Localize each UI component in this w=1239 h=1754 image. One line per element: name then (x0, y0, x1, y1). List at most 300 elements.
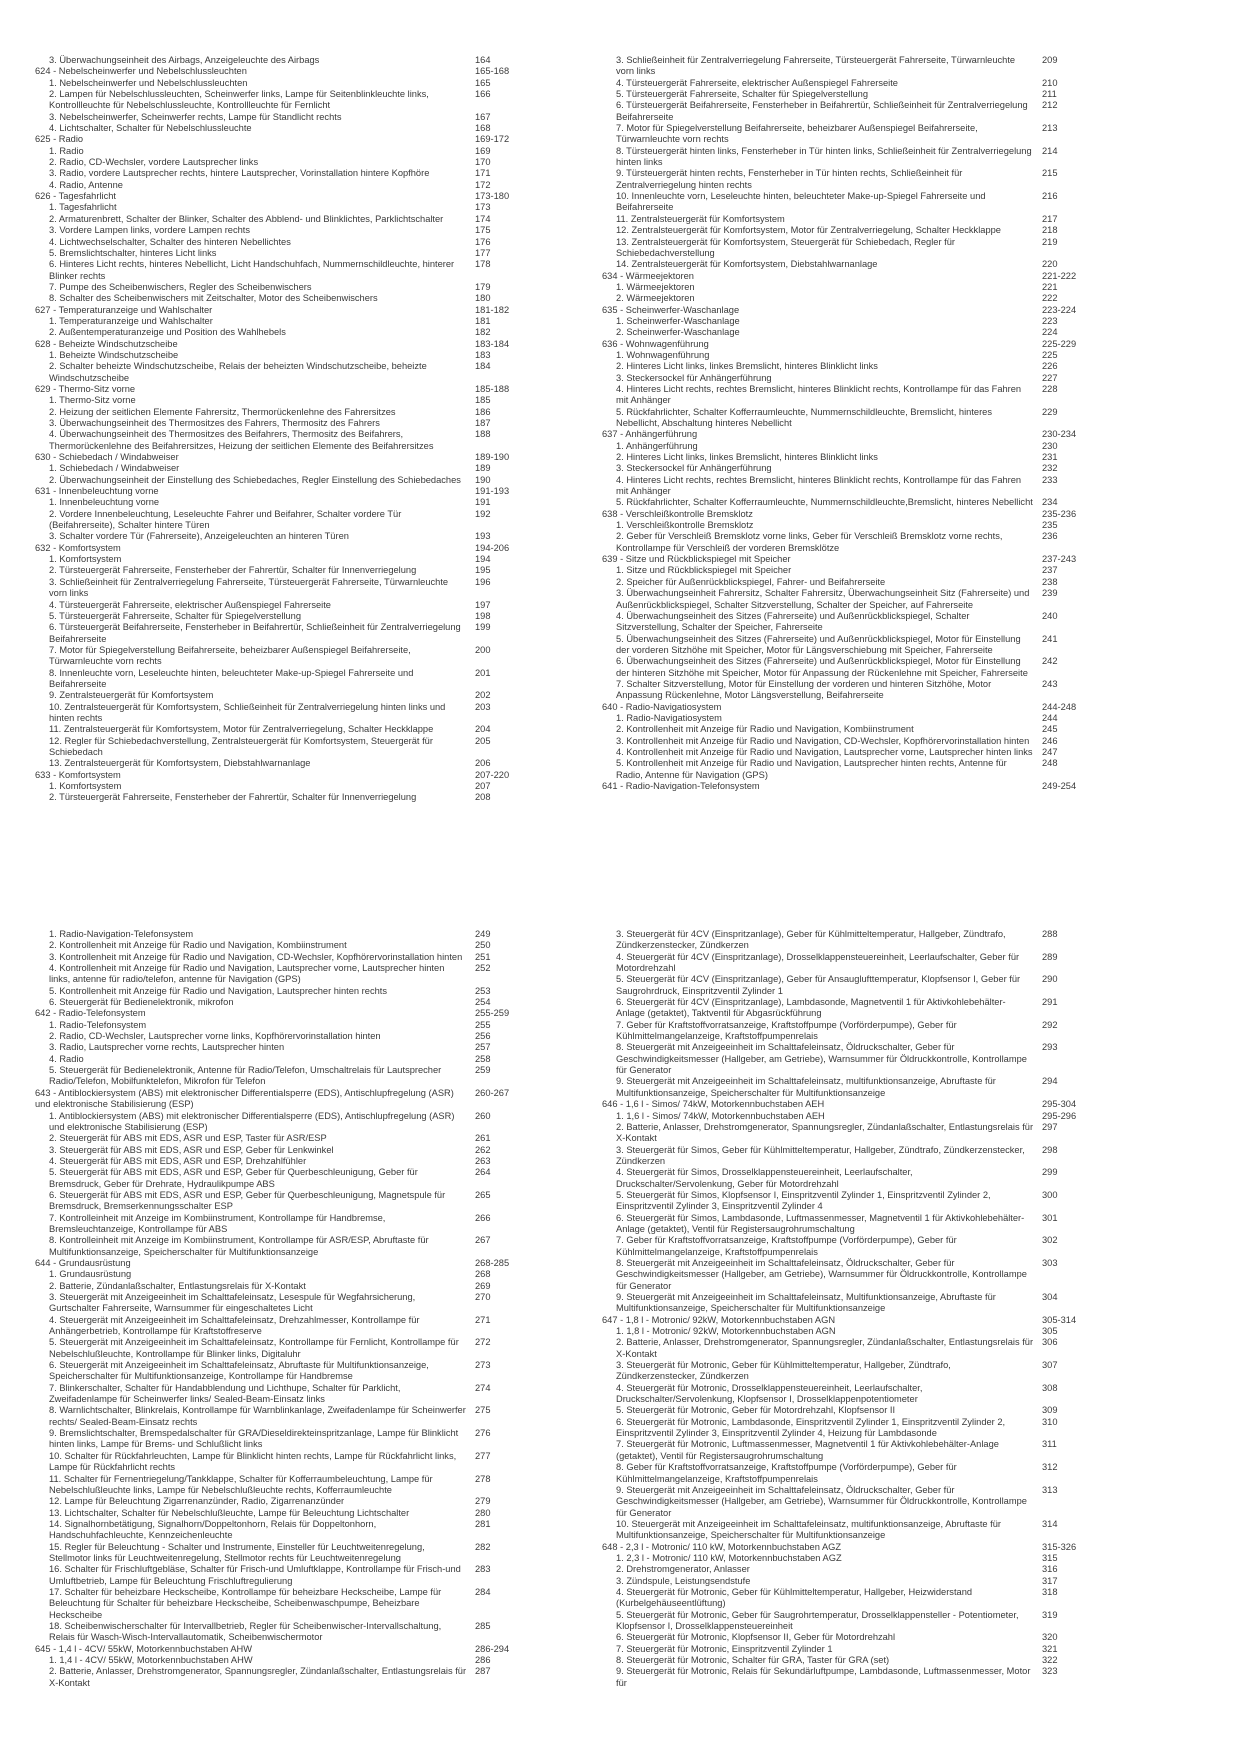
entry-text: 634 - Wärmeejektoren (602, 270, 694, 281)
entry-text: 18. Scheibenwischerschalter für Intervallbetrieb, Regler für Scheibenwischer-Intervallschaltung, Relais für Wasch-Wisch-Intervallautomatik, Scheibenwischermotor (49, 1620, 442, 1643)
entry-page-number: 307 (1042, 1360, 1058, 1371)
entry-page-number: 193 (475, 531, 491, 542)
entry-text: 4. Steuergerät für 4CV (Einspritzanlage), Drosselklappensteuereinheit, Leerlaufschalter, Geber für Motordrehzahl (616, 951, 1020, 974)
entry-page-number: 218 (1042, 225, 1058, 236)
entry-page-number: 203 (475, 701, 491, 712)
index-sub-entry (602, 1576, 1119, 1587)
index-sub-entry (602, 1042, 1119, 1076)
index-sub-entry (35, 248, 552, 259)
index-sub-entry (35, 1133, 552, 1144)
entry-page-number: 319 (1042, 1609, 1058, 1620)
entry-text: 7. Steuergerät für Motronic, Einspritzventil Zylinder 1 (616, 1643, 833, 1654)
entry-page-number: 185 (475, 395, 491, 406)
index-sub-entry (602, 1235, 1119, 1258)
index-sub-entry (35, 668, 552, 691)
entry-page-number: 186 (475, 406, 491, 417)
entry-text: 1. Radio-Telefonsystem (49, 1019, 147, 1030)
entry-page-number: 286 (475, 1655, 491, 1665)
index-sub-entry (35, 781, 552, 792)
index-sub-entry (35, 214, 552, 225)
entry-page-number: 187 (475, 418, 491, 428)
index-section-entry (35, 770, 552, 781)
index-sub-entry (602, 1111, 1119, 1122)
entry-text: 12. Regler für Schiebedachverstellung, Zentralsteuergerät für Komfortsystem, Steuergerät für Schiebedach (49, 735, 433, 757)
entry-text: 2. Türsteuergerät Fahrerseite, Fensterheber der Fahrertür, Schalter für Innenverriegelung (49, 792, 417, 803)
entry-page-number: 268 (475, 1269, 491, 1280)
entry-text: 10. Zentralsteuergerät für Komfortsystem, Schließeinheit für Zentralverriegelung hinten links und hinten rechts (49, 701, 446, 723)
entry-text: 2. Scheinwerfer-Waschanlage (616, 327, 740, 338)
entry-text: 3. Steckersockel für Anhängerführung (616, 463, 772, 474)
index-sub-entry (602, 1553, 1119, 1564)
entry-text: 4. Lichtschalter, Schalter für Nebelschlussleuchte (49, 123, 252, 134)
entry-text: 8. Geber für Kraftstoffvorratsanzeige, Kraftstoffpumpe (Vorförderpumpe), Geber für Kühlmittelmangelanzeige, Kraftstoffpumpenrelais (616, 1462, 957, 1484)
index-sub-entry (602, 55, 1119, 78)
index-sub-entry (35, 1145, 552, 1156)
index-sub-entry (602, 384, 1119, 407)
index-sub-entry (35, 497, 552, 508)
entry-page-number: 255 (475, 1019, 491, 1030)
index-sub-entry (602, 1439, 1119, 1462)
entry-page-number: 273 (475, 1360, 491, 1371)
entry-text: 641 - Radio-Navigation-Telefonsystem (602, 781, 760, 791)
entry-page-number: 183-184 (475, 338, 510, 349)
entry-page-number: 216 (1042, 191, 1058, 202)
index-sub-entry (35, 792, 552, 803)
entry-page-number: 215 (1042, 168, 1058, 179)
entry-text: 3. Steuergerät mit Anzeigeeinheit im Schalttafeleinsatz, Lesespule für Wegfahrsicherung, Gurtschalter Fahrerseite, Warnsummer für eingeschaltetes Licht (49, 1292, 416, 1314)
entry-text: 1. Radio-Navigatiosystem (616, 712, 722, 723)
entry-text: 5. Kontrollenheit mit Anzeige für Radio und Navigation, Lautsprecher hinten rechts, Antenne für Radio, Antenne für Navigation (GPS) (616, 758, 1007, 780)
entry-page-number: 217 (1042, 213, 1058, 224)
entry-page-number: 257 (475, 1042, 491, 1053)
entry-page-number: 233 (1042, 474, 1058, 485)
entry-text: 8. Steuergerät mit Anzeigeeinheit im Schalttafeleinsatz, Öldruckschalter, Geber für Geschwindigkeitsmesser (Hallgeber, am Getriebe), Warnsummer für Öldruckkontrolle, Kontrollampe für Generator (616, 1257, 1027, 1291)
entry-text: 1. Radio-Navigation-Telefonsystem (49, 929, 194, 939)
entry-page-number: 293 (1042, 1042, 1058, 1053)
entry-text: 1. 1,8 l - Motronic/ 92kW, Motorkennbuchstaben AGN (616, 1326, 836, 1337)
entry-page-number: 230 (1042, 440, 1058, 451)
entry-page-number: 300 (1042, 1189, 1058, 1200)
index-sub-entry (35, 55, 552, 66)
entry-page-number: 317 (1042, 1575, 1058, 1586)
entry-text: 9. Steuergerät mit Anzeigeeinheit im Schalttafeleinsatz, Multifunktionsanzeige, Abruftaste für Multifunktionsanzeige, Speicherschalter für Multifunktionsanzeige (616, 1292, 996, 1314)
index-sub-entry (35, 690, 552, 701)
entry-text: 8. Innenleuchte vorn, Leseleuchte hinten, beleuchteter Make-up-Spiegel Fahrerseite und Beifahrerseite (49, 667, 414, 689)
entry-text: 4. Steuergerät für Simos, Drosselklappensteuereinheit, Leerlaufschalter, Druckschalter/Servolenkung, Geber für Motordrehzahl (616, 1167, 913, 1189)
entry-text: 9. Steuergerät mit Anzeigeeinheit im Schalttafeleinsatz, Öldruckschalter, Geber für Geschwindigkeitsmesser (Hallgeber, am Getriebe), Warnsummer für Öldruckkontrolle, Kontrollampe für Generator (616, 1484, 1027, 1518)
index-section-entry (602, 554, 1119, 565)
entry-text: 2. Außentemperaturanzeige und Position des Wahlhebels (49, 327, 286, 338)
index-sub-entry (602, 191, 1119, 214)
index-sub-entry (602, 1462, 1119, 1485)
index-sub-entry (602, 146, 1119, 169)
entry-page-number: 235 (1042, 520, 1058, 531)
index-sub-entry (602, 214, 1119, 225)
index-sub-entry (35, 1190, 552, 1213)
index-sub-entry (602, 350, 1119, 361)
index-sub-entry (602, 1519, 1119, 1542)
entry-page-number: 201 (475, 667, 491, 678)
index-sub-entry (35, 1111, 552, 1134)
index-sub-entry (602, 1360, 1119, 1383)
index-sub-entry (602, 611, 1119, 634)
entry-text: 5. Steuergerät für 4CV (Einspritzanlage), Geber für Ansauglufttemperatur, Klopfsensor I, Geber für Saugrohrdruck, Einspritzventil Zylinder 1 (616, 974, 1021, 996)
index-sub-entry (602, 1383, 1119, 1406)
index-sub-entry (35, 202, 552, 213)
index-section-entry (602, 1542, 1119, 1553)
entry-text: 1. Grundausrüstung (49, 1269, 132, 1280)
index-sub-entry (35, 1655, 552, 1666)
index-section-entry (35, 1008, 552, 1019)
index-sub-entry (35, 1564, 552, 1587)
index-sub-entry (602, 974, 1119, 997)
entry-text: 632 - Komfortsystem (35, 542, 121, 553)
entry-text: 631 - Innenbeleuchtung vorne (35, 486, 159, 497)
entry-text: 6. Hinteres Licht rechts, hinteres Nebellicht, Licht Handschuhfach, Nummernschildleuchte, hinterer Blinker rechts (49, 259, 455, 281)
entry-page-number: 174 (475, 213, 491, 224)
index-sub-entry (602, 1190, 1119, 1213)
entry-page-number: 235-236 (1042, 508, 1077, 519)
entry-text: 6. Steuergerät für 4CV (Einspritzanlage), Lambdasonde, Magnetventil 1 für Aktivkohlebehälter-Anlage (getaktet), Taktventil für Abgasrückführung (616, 997, 1006, 1019)
entry-page-number: 230-234 (1042, 429, 1077, 440)
entry-page-number: 260-267 (475, 1087, 510, 1098)
entry-page-number: 209 (1042, 55, 1058, 65)
index-sub-entry (602, 1485, 1119, 1519)
entry-page-number: 175 (475, 225, 491, 236)
entry-page-number: 221-222 (1042, 270, 1077, 281)
entry-page-number: 282 (475, 1541, 491, 1552)
index-sub-entry (602, 407, 1119, 430)
entry-page-number: 288 (1042, 929, 1058, 939)
index-sub-entry (602, 1213, 1119, 1236)
index-sub-entry (35, 1235, 552, 1258)
entry-text: 648 - 2,3 l - Motronic/ 110 kW, Motorkennbuchstaben AGZ (602, 1541, 842, 1552)
entry-text: 4. Überwachungseinheit des Thermositzes des Beifahrers, Thermositz des Beifahrers, Thermorückenlehne des Beifahrersitzes, Heizung der seitlichen Elemente des Beifahrersitzes (49, 429, 434, 451)
entry-text: 4. Überwachungseinheit des Sitzes (Fahrerseite) und Außenrückblickspiegel, Schalter Sitzverstellung, Schalter der Speicher, Fahrerseite (616, 610, 970, 633)
index-page-upper (0, 55, 1239, 804)
entry-text: 1. 1,6 l - Simos/ 74kW, Motorkennbuchstaben AEH (616, 1110, 825, 1121)
index-sub-entry (602, 747, 1119, 758)
entry-text: 5. Überwachungseinheit des Sitzes (Fahrerseite) und Außenrückblickspiegel, Motor für Einstellung der vorderen Sitzhöhe mit Speicher, Motor für Längsverschiebung mit Speicher, Fahrerseite (616, 633, 1021, 655)
entry-text: 1. 1,4 l - 4CV/ 55kW, Motorkennbuchstaben AHW (49, 1655, 253, 1665)
index-sub-entry (35, 180, 552, 191)
entry-text: 3. Schalter vordere Tür (Fahrerseite), Anzeigeleuchten an hinteren Türen (49, 531, 349, 542)
index-section-entry (602, 1099, 1119, 1110)
entry-text: 2. Lampen für Nebelschlussleuchten, Scheinwerfer links, Lampe für Seitenblinkleuchte links, Kontrollleuchte für Nebelschlussleuchte, Kontrollleuchte für Fernlicht (49, 89, 429, 111)
index-sub-entry (35, 565, 552, 576)
entry-text: 8. Warnlichtschalter, Blinkrelais, Kontrollampe für Warnblinkanlage, Zweifadenlampe für Scheinwerfer rechts/ Sealed-Beam-Einsatz rechts (49, 1405, 466, 1427)
entry-text: 3. Kontrollenheit mit Anzeige für Radio und Navigation, CD-Wechsler, Kopfhörervorinstallation hinten (616, 735, 1030, 746)
entry-text: 3. Steuergerät für Simos, Geber für Kühlmitteltemperatur, Hallgeber, Zündtrafo, Zündkerzenstecker, Zündkerzen (616, 1144, 1025, 1166)
entry-text: 5. Rückfahrlichter, Schalter Kofferraumleuchte, Nummernschildleuchte, Bremslicht, hinteres Nebellicht, Abschaltung hinteres Nebellicht (616, 406, 992, 428)
index-sub-entry (35, 645, 552, 668)
entry-text: 6. Steuergerät für Motronic, Lambdasonde, Einspritzventil Zylinder 1, Einspritzventil Zylinder 2, Einspritzventil Zylinder 3, Einspritzventil Zylinder 4, Heizung für Lambdasonde (616, 1416, 1006, 1439)
index-sub-entry (35, 724, 552, 735)
entry-text: 12. Lampe für Beleuchtung Zigarrenanzünder, Radio, Zigarrenanzünder (49, 1496, 345, 1507)
index-sub-entry (602, 78, 1119, 89)
entry-page-number: 272 (475, 1337, 491, 1348)
entry-page-number: 241 (1042, 633, 1058, 644)
entry-text: 5. Steuergerät für Motronic, Geber für Saugrohrtemperatur, Drosselklappensteller - Potentiometer, Klopfsensor I, Drosselklappensteuereinheit (616, 1609, 1019, 1631)
index-sub-entry (35, 1519, 552, 1542)
entry-page-number: 252 (475, 963, 491, 974)
entry-text: 13. Zentralsteuergerät für Komfortsystem, Steuergerät für Schiebedach, Regler für Schiebedachverstellung (616, 236, 955, 258)
entry-page-number: 286-294 (475, 1643, 510, 1654)
entry-page-number: 206 (475, 758, 491, 769)
entry-text: 4. Kontrollenheit mit Anzeige für Radio und Navigation, Lautsprecher vorne, Lautsprecher hinten links, antenne für radio/telefon, antenne für Navigation (GPS) (49, 963, 445, 985)
entry-text: 3. Steuergerät für ABS mit EDS, ASR und ESP, Geber für Lenkwinkel (49, 1144, 334, 1155)
entry-text: 15. Regler für Beleuchtung - Schalter und Instrumente, Einsteller für Leuchtweitenregelung, Stellmotor links für Leuchtweitenregelung, Stellmotor rechts für Leuchtweitenregelung (49, 1541, 425, 1563)
entry-page-number: 263 (475, 1155, 491, 1166)
entry-text: 627 - Temperaturanzeige und Wahlschalter (35, 304, 213, 315)
entry-page-number: 315-326 (1042, 1541, 1077, 1552)
entry-text: 3. Steckersockel für Anhängerführung (616, 372, 772, 383)
entry-text: 2. Radio, CD-Wechsler, vordere Lautsprecher links (49, 157, 259, 168)
entry-text: 1. Komfortsystem (49, 781, 122, 791)
index-sub-entry (35, 758, 552, 769)
index-sub-entry (35, 1360, 552, 1383)
index-section-entry (35, 305, 552, 316)
index-sub-entry (35, 1065, 552, 1088)
index-column-bottom-right (602, 929, 1119, 1689)
index-sub-entry (35, 78, 552, 89)
index-sub-entry (602, 1258, 1119, 1292)
index-sub-entry (602, 327, 1119, 338)
entry-page-number: 205 (475, 735, 491, 746)
entry-text: 2. Hinteres Licht links, linkes Bremslicht, hinteres Blinklicht links (616, 361, 878, 372)
index-sub-entry (602, 1610, 1119, 1633)
index-sub-entry (602, 679, 1119, 702)
entry-page-number: 242 (1042, 656, 1058, 667)
entry-text: 9. Türsteuergerät hinten rechts, Fensterheber in Tür hinten rechts, Schließeinheit für Zentralverriegelung hinten rechts (616, 168, 963, 190)
entry-page-number: 308 (1042, 1382, 1058, 1393)
entry-text: 6. Steuergerät für Bedienelektronik, mikrofon (49, 997, 234, 1008)
entry-text: 2. Radio, CD-Wechsler, Lautsprecher vorne links, Kopfhörervorinstallation hinten (49, 1031, 381, 1042)
index-sub-entry (35, 407, 552, 418)
entry-page-number: 184 (475, 361, 491, 372)
entry-page-number: 240 (1042, 610, 1058, 621)
entry-page-number: 304 (1042, 1292, 1058, 1302)
entry-text: 8. Schalter des Scheibenwischers mit Zeitschalter, Motor des Scheibenwischers (49, 293, 378, 304)
entry-text: 645 - 1,4 l - 4CV/ 55kW, Motorkennbuchstaben AHW (35, 1643, 253, 1654)
entry-page-number: 213 (1042, 123, 1058, 134)
entry-text: 6. Türsteuergerät Beifahrerseite, Fensterheber in Beifahrertür, Schließeinheit für Zentralverriegelung Beifahrerseite (616, 100, 1028, 122)
entry-text: 642 - Radio-Telefonsystem (35, 1008, 146, 1019)
entry-page-number: 284 (475, 1586, 491, 1597)
entry-text: 6. Steuergerät für ABS mit EDS, ASR und ESP, Geber für Querbeschleunigung, Magnetspule für Bremsdruck, Bremserkennungsschalter ESP (49, 1189, 446, 1212)
index-sub-entry (35, 350, 552, 361)
entry-text: 4. Steuergerät für Motronic, Drosselklappensteuereinheit, Leerlaufschalter, Druckschalter/Servolenkung, Klopfsensor I, Drosselklappenpotentiometer (616, 1382, 923, 1405)
entry-text: 1. Scheinwerfer-Waschanlage (616, 315, 740, 326)
entry-page-number: 192 (475, 508, 491, 519)
entry-text: 4. Lichtwechselschalter, Schalter des hinteren Nebellichtes (49, 236, 291, 247)
entry-page-number: 222 (1042, 293, 1058, 304)
entry-page-number: 246 (1042, 735, 1058, 746)
index-sub-entry (35, 1042, 552, 1053)
index-section-entry (35, 452, 552, 463)
index-sub-entry (602, 1564, 1119, 1575)
entry-page-number: 292 (1042, 1019, 1058, 1030)
index-sub-entry (602, 520, 1119, 531)
entry-text: 639 - Sitze und Rückblickspiegel mit Speicher (602, 554, 791, 565)
entry-text: 5. Steuergerät für Motronic, Geber für Motordrehzahl, Klopfsensor II (616, 1405, 896, 1416)
entry-page-number: 237-243 (1042, 554, 1077, 565)
index-sub-entry (35, 1587, 552, 1621)
index-sub-entry (35, 293, 552, 304)
entry-page-number: 267 (475, 1235, 491, 1246)
entry-text: 1. Nebelscheinwerfer und Nebelschlussleuchten (49, 77, 248, 88)
index-page-lower (0, 929, 1239, 1689)
entry-page-number: 202 (475, 690, 491, 701)
entry-page-number: 188 (475, 429, 491, 440)
index-section-entry (35, 339, 552, 350)
entry-page-number: 275 (475, 1405, 491, 1416)
entry-text: 8. Steuergerät mit Anzeigeeinheit im Schalttafeleinsatz, Öldruckschalter, Geber für Geschwindigkeitsmesser (Hallgeber, am Getriebe), Warnsummer für Öldruckkontrolle, Kontrollampe für Generator (616, 1042, 1027, 1076)
entry-page-number: 194-206 (475, 542, 510, 553)
index-sub-entry (602, 89, 1119, 100)
entry-text: 1. Thermo-Sitz vorne (49, 395, 136, 406)
entry-text: 3. Steuergerät für 4CV (Einspritzanlage), Geber für Kühlmitteltemperatur, Hallgeber, Zündtrafo, Zündkerzenstecker, Zündkerzen (616, 929, 1006, 951)
entry-page-number: 170 (475, 157, 491, 168)
entry-text: 6. Steuergerät für Motronic, Klopfsensor II, Geber für Motordrehzahl (616, 1632, 896, 1643)
entry-text: 5. Türsteuergerät Fahrerseite, Schalter für Spiegelverstellung (616, 89, 869, 100)
entry-page-number: 294 (1042, 1076, 1058, 1087)
index-sub-entry (35, 986, 552, 997)
entry-page-number: 281 (475, 1518, 491, 1529)
entry-page-number: 253 (475, 985, 491, 996)
entry-page-number: 173 (475, 202, 491, 213)
index-sub-entry (602, 237, 1119, 260)
entry-page-number: 268-285 (475, 1257, 510, 1268)
index-section-entry (35, 1088, 552, 1111)
entry-text: 3. Schließeinheit für Zentralverriegelung Fahrerseite, Türsteuergerät Fahrerseite, Türwarnleuchte vorn links (616, 55, 1016, 77)
entry-text: 643 - Antiblockiersystem (ABS) mit elektronischer Differentialsperre (EDS), Antischlupfregelung (ASR) und elektronische Stabilisierung (ESP) (35, 1087, 454, 1110)
entry-text: 4. Radio (49, 1053, 84, 1064)
entry-page-number: 271 (475, 1314, 491, 1325)
index-sub-entry (35, 952, 552, 963)
entry-page-number: 234 (1042, 497, 1058, 508)
index-sub-entry (35, 1428, 552, 1451)
entry-page-number: 181-182 (475, 304, 510, 315)
entry-page-number: 225 (1042, 349, 1058, 360)
entry-text: 1. Wohnwagenführung (616, 349, 710, 360)
entry-text: 2. Türsteuergerät Fahrerseite, Fensterheber der Fahrertür, Schalter für Innenverriegelung (49, 565, 417, 576)
index-sub-entry (602, 463, 1119, 474)
entry-text: 2. Armaturenbrett, Schalter der Blinker, Schalter des Abblend- und Blinklichtes, Parklichtschalter (49, 213, 444, 224)
entry-page-number: 265 (475, 1189, 491, 1200)
entry-page-number: 173-180 (475, 191, 510, 202)
index-sub-entry (35, 1621, 552, 1644)
index-sub-entry (602, 577, 1119, 588)
entry-text: 2. Heizung der seitlichen Elemente Fahrersitz, Thermorückenlehne des Fahrersitzes (49, 406, 396, 417)
entry-text: 4. Türsteuergerät Fahrerseite, elektrischer Außenspiegel Fahrerseite (616, 77, 898, 88)
entry-page-number: 224 (1042, 327, 1058, 338)
entry-text: 2. Kontrollenheit mit Anzeige für Radio und Navigation, Kombiinstrument (49, 940, 347, 951)
index-sub-entry (602, 1122, 1119, 1145)
entry-text: 5. Kontrollenheit mit Anzeige für Radio und Navigation, Lautsprecher hinten rechts (49, 985, 387, 996)
index-sub-entry (602, 758, 1119, 781)
entry-page-number: 260 (475, 1110, 491, 1121)
index-sub-entry (35, 1269, 552, 1280)
entry-page-number: 311 (1042, 1439, 1057, 1450)
entry-page-number: 199 (475, 622, 491, 633)
entry-text: 1. Schiebedach / Windabweiser (49, 463, 180, 474)
entry-page-number: 220 (1042, 259, 1058, 270)
entry-text: 9. Steuergerät für Motronic, Relais für Sekundärluftpumpe, Lambdasonde, Luftmassenmesser, Motor für (616, 1666, 1031, 1688)
entry-text: 6. Türsteuergerät Beifahrerseite, Fensterheber in Beifahrertür, Schließeinheit für Zentralverriegelung Beifahrerseite (49, 622, 461, 644)
entry-page-number: 168 (475, 123, 491, 134)
index-sub-entry (602, 441, 1119, 452)
entry-text: 7. Motor für Spiegelverstellung Beifahrerseite, beheizbarer Außenspiegel Beifahrerseite, Türwarnleuchte vorn rechts (616, 123, 978, 145)
index-section-entry (602, 305, 1119, 316)
entry-text: 7. Motor für Spiegelverstellung Beifahrerseite, beheizbarer Außenspiegel Beifahrerseite, Türwarnleuchte vorn rechts (49, 644, 411, 667)
entry-page-number: 238 (1042, 576, 1058, 587)
entry-text: 6. Steuergerät für Simos, Lambdasonde, Luftmassenmesser, Magnetventil 1 für Aktivkohlebehälter-Anlage (getaktet), Ventil für Registersaugrohrumschaltung (616, 1212, 1025, 1234)
index-sub-entry (35, 1167, 552, 1190)
index-sub-entry (35, 146, 552, 157)
entry-page-number: 269 (475, 1280, 491, 1291)
entry-page-number: 259 (475, 1065, 491, 1076)
entry-text: 13. Zentralsteuergerät für Komfortsystem, Diebstahlwarnanlage (49, 758, 311, 769)
entry-text: 624 - Nebelscheinwerfer und Nebelschlussleuchten (35, 66, 247, 77)
index-sub-entry (35, 577, 552, 600)
entry-text: 3. Radio, vordere Lautsprecher rechts, hintere Lautsprecher, Vorinstallation hintere Kopfhöre (49, 168, 430, 179)
entry-page-number: 179 (475, 281, 491, 292)
entry-text: 1. Beheizte Windschutzscheibe (49, 349, 179, 360)
entry-page-number: 183 (475, 349, 491, 360)
index-sub-entry (35, 1508, 552, 1519)
entry-page-number: 169-172 (475, 134, 510, 145)
entry-text: 646 - 1,6 l - Simos/ 74kW, Motorkennbuchstaben AEH (602, 1099, 825, 1110)
entry-text: 5. Bremslichtschalter, hinteres Licht links (49, 247, 217, 258)
entry-page-number: 244-248 (1042, 701, 1077, 712)
index-sub-entry (602, 475, 1119, 498)
index-sub-entry (35, 475, 552, 486)
index-sub-entry (35, 929, 552, 940)
entry-text: 640 - Radio-Navigatiosystem (602, 701, 722, 712)
index-sub-entry (35, 600, 552, 611)
index-section-entry (35, 134, 552, 145)
entry-text: 8. Türsteuergerät hinten links, Fensterheber in Tür hinten links, Schließeinheit für Zentralverriegelung hinten links (616, 145, 1032, 168)
entry-page-number: 200 (475, 644, 491, 655)
entry-text: 2. Steuergerät für ABS mit EDS, ASR und ESP, Taster für ASR/ESP (49, 1133, 327, 1144)
entry-text: 4. Steuergerät mit Anzeigeeinheit im Schalttafeleinsatz, Drehzahlmesser, Kontrollampe für Anhängerbetrieb, Kontrollampe für Kraftstoffreserve (49, 1314, 420, 1337)
entry-text: 7. Geber für Kraftstoffvorratsanzeige, Kraftstoffpumpe (Vorförderpumpe), Geber für Kühlmittelmangelanzeige, Kraftstoffpumpenrelais (616, 1235, 957, 1257)
index-sub-entry (35, 1383, 552, 1406)
index-sub-entry (35, 361, 552, 384)
entry-page-number: 305 (1042, 1326, 1058, 1337)
entry-text: 7. Schalter Sitzverstellung, Motor für Einstellung der vorderen und hinteren Sitzhöhe, Motor Anpassung Rückenlehne, Motor Längsverstellung, Beifahrerseite (616, 678, 992, 701)
index-sub-entry (35, 509, 552, 532)
index-section-entry (35, 1258, 552, 1269)
entry-page-number: 285 (475, 1620, 491, 1631)
entry-page-number: 178 (475, 259, 491, 270)
entry-page-number: 289 (1042, 951, 1058, 962)
index-sub-entry (35, 225, 552, 236)
index-sub-entry (602, 952, 1119, 975)
index-sub-entry (602, 373, 1119, 384)
entry-text: 14. Signalhornbetätigung, Signalhorn/Doppeltonhorn, Relais für Doppeltonhorn, Handschuhfachleuchte, Kennzeichenleuchte (49, 1518, 377, 1541)
entry-text: 1. Innenbeleuchtung vorne (49, 497, 160, 508)
entry-text: 630 - Schiebedach / Windabweiser (35, 452, 179, 463)
entry-page-number: 302 (1042, 1235, 1058, 1246)
entry-page-number: 229 (1042, 406, 1058, 417)
entry-page-number: 208 (475, 792, 491, 803)
entry-text: 2. Drehstromgenerator, Anlasser (616, 1564, 750, 1575)
index-sub-entry (602, 929, 1119, 952)
entry-text: 6. Überwachungseinheit des Sitzes (Fahrerseite) und Außenrückblickspiegel, Motor für Einstellung der hinteren Sitzhöhe mit Speicher, Motor für Anpassung der Rückenlehne mit Speicher, Fahrerseite (616, 656, 1028, 678)
index-sub-entry (35, 702, 552, 725)
